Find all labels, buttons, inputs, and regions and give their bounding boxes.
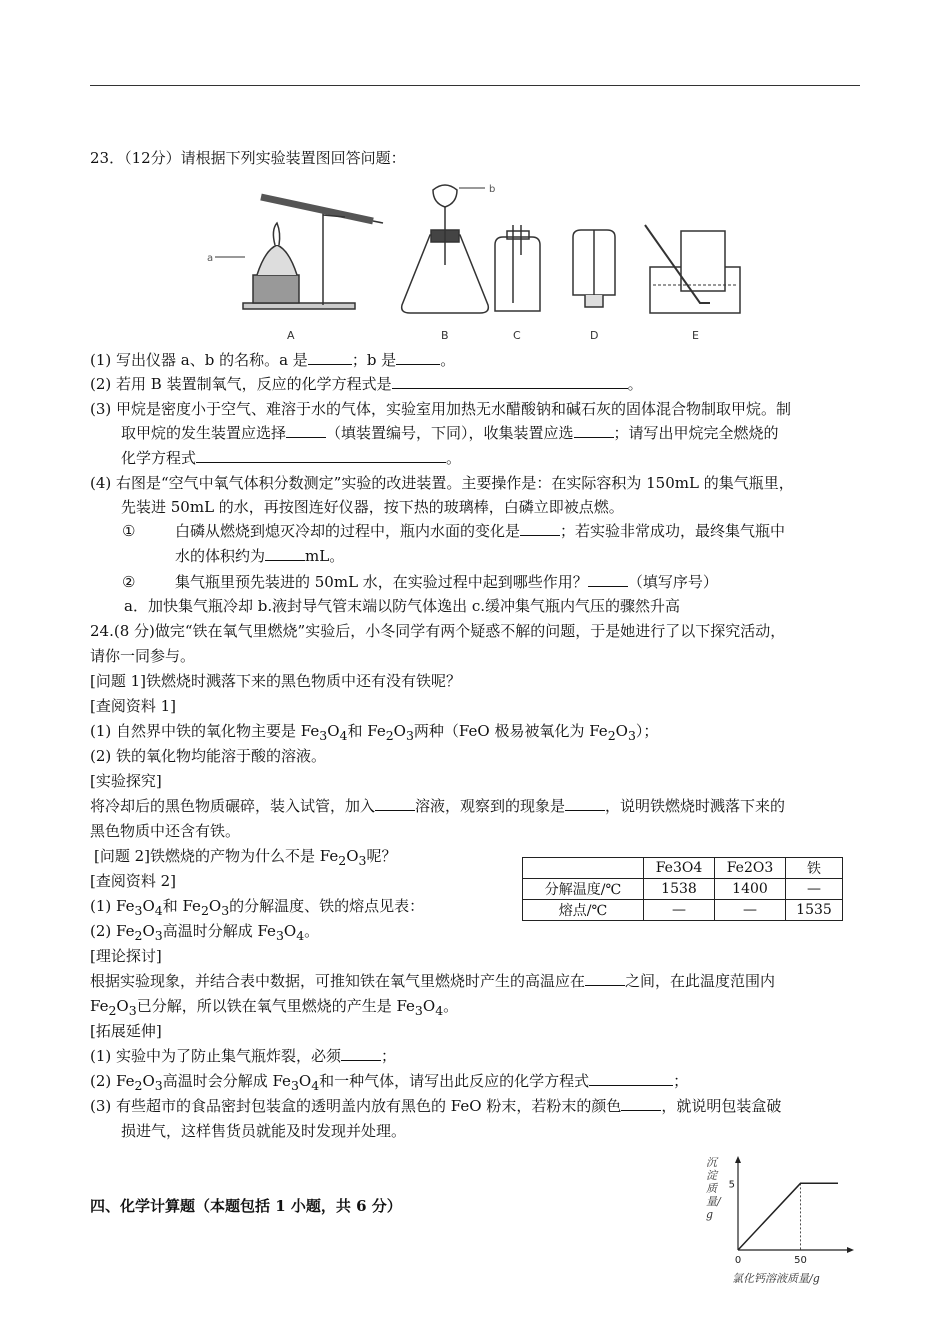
q23-p3-line2: 取甲烷的发生装置应选择 （填装置编号，下同），收集装置应选 ；请写出甲烷完全燃烧的 [121, 424, 779, 442]
q23-header: 23．（12分）请根据下列实验装置图回答问题： [90, 149, 406, 167]
table-row [523, 879, 843, 900]
q24-exp-line1: 将冷却后的黑色物质碾碎，装入试管，加入 溶液，观察到的现象是 ，说明铁燃烧时溅落下来的 [90, 797, 786, 815]
apparatus-c [495, 225, 540, 311]
x-tick-label: 0 [734, 1255, 742, 1266]
apparatus-d [573, 230, 615, 307]
q24-theory: [理论探讨] [90, 947, 162, 965]
table-header: 铁 [786, 858, 843, 879]
apparatus-a [215, 197, 383, 309]
table-cell: 熔点/℃ [523, 900, 644, 921]
label-a: a [207, 253, 214, 264]
q24-ref2-item1: (1) $Fe_3O_4$和 $Fe_2O_3$的分解温度、铁的熔点见表： [90, 897, 425, 918]
x-tick-label: 50 [794, 1255, 807, 1266]
precipitate-chart [700, 1150, 860, 1290]
x-axis-arrow [847, 1247, 854, 1253]
apparatus-figure [205, 175, 760, 345]
label-D: D [590, 329, 599, 342]
table-cell: — [786, 879, 843, 900]
sub2-num: ② [122, 573, 136, 591]
table-cell: 分解温度/℃ [523, 879, 644, 900]
table-header: Fe3O4 [644, 858, 715, 879]
q23-options: a．加快集气瓶冷却 b.液封导气管末端以防气体逸出 c.缓冲集气瓶内气压的骤然升高 [124, 597, 681, 615]
q23-p2: (2) 若用 B 装置制氧气，反应的化学方程式是 。 [90, 375, 643, 393]
label-A: A [287, 329, 295, 342]
q24-ref2-item2: (2) $Fe_2O_3$高温时分解成 $Fe_3O_4$。 [90, 922, 320, 943]
label-B: B [441, 329, 449, 342]
data-series-line [738, 1183, 838, 1250]
table-cell: — [644, 900, 715, 921]
oxide-table [522, 857, 843, 921]
y-axis-arrow [735, 1156, 741, 1163]
q23-p1: (1) 写出仪器 a、b 的名称。a 是 ；b 是 。 [90, 351, 456, 369]
table-cell: 1400 [715, 879, 786, 900]
q24-ref2: [查阅资料 2] [90, 872, 177, 890]
q24-extension: [拓展延伸] [90, 1022, 162, 1040]
header-rule [90, 85, 860, 86]
q24-ext-item1: (1) 实验中为了防止集气瓶炸裂，必须 ； [90, 1047, 397, 1065]
q23-s1-line1: 白磷从燃烧到熄灭冷却的过程中，瓶内水面的变化是 ；若实验非常成功，最终集气瓶中 [175, 522, 786, 540]
q24-ext-item2: (2) $Fe_2O_3$高温时会分解成 $Fe_3O_4$和一种气体，请写出此反应的化学方程式 ； [90, 1072, 689, 1093]
q24-experiment: [实验探究] [90, 772, 162, 790]
q24-line2: 请你一同参与。 [90, 647, 196, 665]
section4-title: 四、化学计算题（本题包括 1 小题，共 6 分） [90, 1197, 402, 1215]
q24-ext-item3-line1: (3) 有些超市的食品密封包装盒的透明盖内放有黑色的 FeO 粉末，若粉末的颜色 ，就说明包装盒破 [90, 1097, 782, 1115]
table-cell: — [715, 900, 786, 921]
table-cell: 1535 [786, 900, 843, 921]
q24-line1: 24.(8 分)做完“铁在氧气里燃烧”实验后，小冬同学有两个疑惑不解的问题，于是她进行了以下探究活动， [90, 622, 786, 640]
q23-p3-line1: (3) 甲烷是密度小于空气、难溶于水的气体，实验室用加热无水醋酸钠和碱石灰的固体混合物制取甲烷。制 [90, 400, 792, 418]
q23-p4-line1: (4) 右图是“空气中氧气体积分数测定”实验的改进装置。主要操作是：在实际容积为 150mL 的集气瓶里， [90, 474, 794, 492]
label-C: C [513, 329, 521, 342]
label-b: b [489, 184, 496, 195]
q24-exp-line2: 黑色物质中还含有铁。 [90, 822, 241, 840]
q24-ref1-item1: (1) 自然界中铁的氧化物主要是 $Fe_3O_4$和 $Fe_2O_3$两种（FeO 极易被氧化为 $Fe_2O_3$）； [90, 722, 659, 743]
q23-s2-line: 集气瓶里预先装进的 50mL 水，在实验过程中起到哪些作用？ （填写序号） [175, 573, 718, 591]
label-E: E [692, 329, 699, 342]
q24-ref1-item2: (2) 铁的氧化物均能溶于酸的溶液。 [90, 747, 327, 765]
apparatus-e [645, 225, 740, 313]
q24-theory-line2: $Fe_2O_3$已分解，所以铁在氧气里燃烧的产生是 $Fe_3O_4$。 [90, 997, 459, 1018]
q24-question1: [问题 1]铁燃烧时溅落下来的黑色物质中还有没有铁呢？ [90, 672, 462, 690]
q24-ext-item3-line2: 损进气，这样售货员就能及时发现并处理。 [121, 1122, 407, 1140]
q24-theory-line1: 根据实验现象，并结合表中数据，可推知铁在氧气里燃烧时产生的高温应在 之间，在此温度范围内 [90, 972, 776, 990]
q23-p3-line3: 化学方程式 。 [121, 449, 462, 467]
q23-s1-line2: 水的体积约为 mL。 [175, 547, 345, 565]
apparatus-b [402, 185, 489, 313]
q23-p4-line2: 先装进 50mL 的水，再按图连好仪器，按下热的玻璃棒，白磷立即被点燃。 [121, 498, 624, 516]
table-row [523, 858, 843, 879]
y-tick-label: 5 [728, 1179, 735, 1191]
sub1-num: ① [122, 522, 136, 540]
table-row [523, 900, 843, 921]
table-cell: 1538 [644, 879, 715, 900]
y-axis-label: 沉淀质量/g [706, 1156, 721, 1221]
x-axis-label: 氯化钙溶液质量/g [732, 1272, 820, 1285]
q24-ref1: [查阅资料 1] [90, 697, 177, 715]
table-header: Fe2O3 [715, 858, 786, 879]
q24-question2: [问题 2]铁燃烧的产物为什么不是 $Fe_2O_3$呢？ [94, 847, 397, 868]
